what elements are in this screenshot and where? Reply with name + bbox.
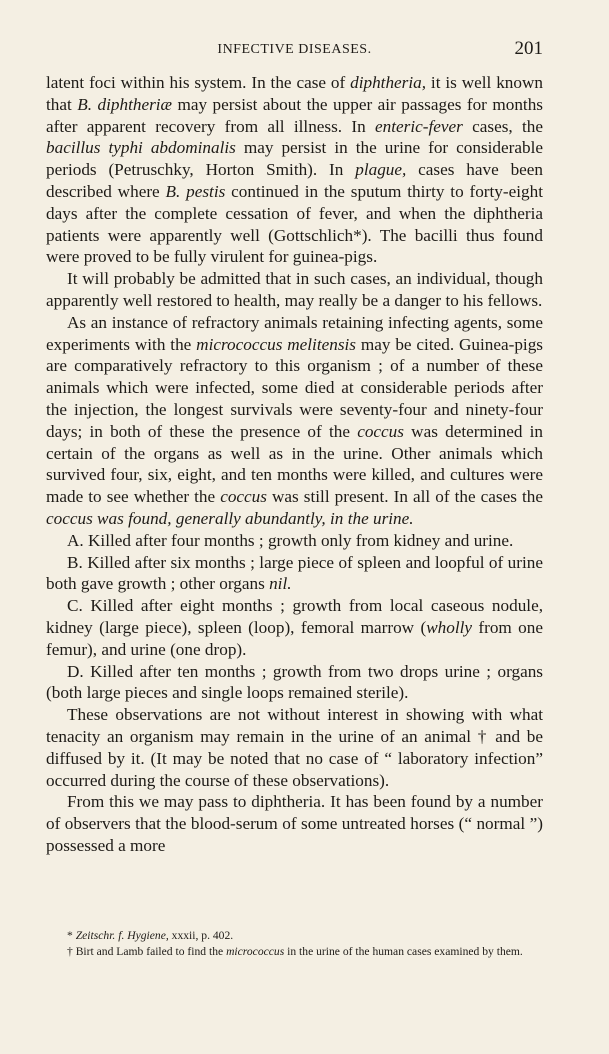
journal-title: Zeitschr. f. Hygiene, — [75, 929, 169, 942]
paragraph-diphtheria: From this we may pass to diphtheria. It has been found by a number of observers that the blood-serum of some untreated horses (“ normal ”) possessed a more — [46, 792, 543, 855]
italic-conclusion: coccus was found, generally abundantly, in the urine. — [46, 508, 414, 528]
text-run: Killed after ten months ; growth from two drops urine ; organs (both large pieces and single loops remained sterile). — [46, 661, 543, 703]
text-run: cases, the — [462, 116, 543, 136]
text-run: was still present. In all of the cases the — [266, 487, 543, 507]
italic-term-b-pestis: B. pestis — [165, 181, 226, 201]
body-text — [46, 72, 543, 857]
italic-term-bacillus-typhi: bacillus typhi abdominalis — [46, 138, 236, 158]
italic-term-coccus: coccus — [220, 487, 267, 507]
text-run: may persist in the urine for considerable periods (Petruschky, Horton Smith). In — [46, 138, 544, 180]
item-label: D. — [67, 661, 84, 681]
list-item-c — [46, 595, 543, 660]
footnote-marker: * — [67, 929, 76, 942]
text-run: from one femur), and urine (one drop). — [46, 617, 543, 659]
list-item-d — [46, 661, 543, 705]
italic-term-enteric-fever: enteric-fever — [375, 116, 463, 136]
italic-term-coccus: coccus — [357, 421, 404, 441]
list-item-b — [46, 552, 543, 596]
italic-term-diphtheria: diphtheria, — [350, 73, 427, 92]
text-run: latent foci within his system. In the case of — [46, 73, 351, 92]
italic-term-nil: nil. — [269, 574, 292, 594]
text-run: As an instance of refractory animals retaining infecting agents, some experiments with the — [46, 312, 543, 354]
text-run: continued in the sputum thirty to forty-eight days after the complete cessation of fever, and when the diphtheria patients were apparently well (Gottschlich*). The bacilli thus found were proved to be fully virulent for guinea-pigs. — [46, 181, 543, 267]
italic-term-micrococcus: micrococcus — [226, 944, 285, 958]
text-run: may persist about the upper air passages for months after apparent recovery from all illness. In — [46, 94, 543, 136]
page-header — [46, 38, 543, 62]
italic-term-wholly: wholly — [426, 617, 473, 637]
italic-term-plague: plague, — [355, 160, 407, 180]
paragraph-observations: These observations are not without interest in showing with what tenacity an organism may remain in the urine of an animal † and be diffused by it. (It may be noted that no case of “ laboratory infection” occurred during the course of these observations). — [46, 705, 543, 790]
text-run: may be cited. Guinea-pigs are comparatively refractory to this organism ; of a number of these animals which were infected, some died at considerable periods after the injection, the longest survivals were seventy-four and ninety-four days; in both of these the presence of the — [46, 334, 543, 441]
text-run: was determined in certain of the organs as well as in the urine. Other animals which survived four, six, eight, and ten months were killed, and cultures were made to see whether the — [46, 421, 543, 507]
footnotes — [46, 928, 543, 959]
text-run: † Birt and Lamb failed to find the — [67, 944, 227, 958]
footnote-2 — [46, 944, 543, 960]
text-run: in the urine of the human cases examined by them. — [284, 944, 523, 958]
paragraph-danger: It will probably be admitted that in such cases, an individual, though apparently well restored to health, may really be a danger to his fellows. — [46, 269, 543, 310]
text-run: it is well known that — [46, 73, 543, 114]
text-run: cases have been described where — [46, 160, 544, 201]
list-item-a — [46, 530, 543, 552]
italic-term-micrococcus-melitensis: micrococcus melitensis — [196, 334, 356, 354]
item-label: C. — [67, 596, 83, 616]
text-run: Killed after eight months ; growth from local caseous nodule, kidney (large piece), spleen (loop), femoral marrow ( — [46, 596, 543, 637]
text-run: Killed after six months ; large piece of spleen and loopful of urine both gave growth ; other organs — [46, 552, 543, 594]
item-label: B. — [67, 552, 83, 572]
page-number: 201 — [514, 38, 543, 59]
item-label: A. — [67, 530, 84, 550]
text-run: Killed after four months ; growth only from kidney and urine. — [83, 530, 514, 550]
running-head: INFECTIVE DISEASES. — [217, 42, 372, 57]
italic-term-b-diphtheriae: B. diphtheriæ — [77, 94, 173, 114]
text-run: xxxii, p. 402. — [168, 929, 234, 942]
paragraph-refractory-animals — [46, 312, 543, 530]
paragraph-latent-foci — [46, 72, 543, 268]
footnote-1 — [46, 928, 543, 944]
